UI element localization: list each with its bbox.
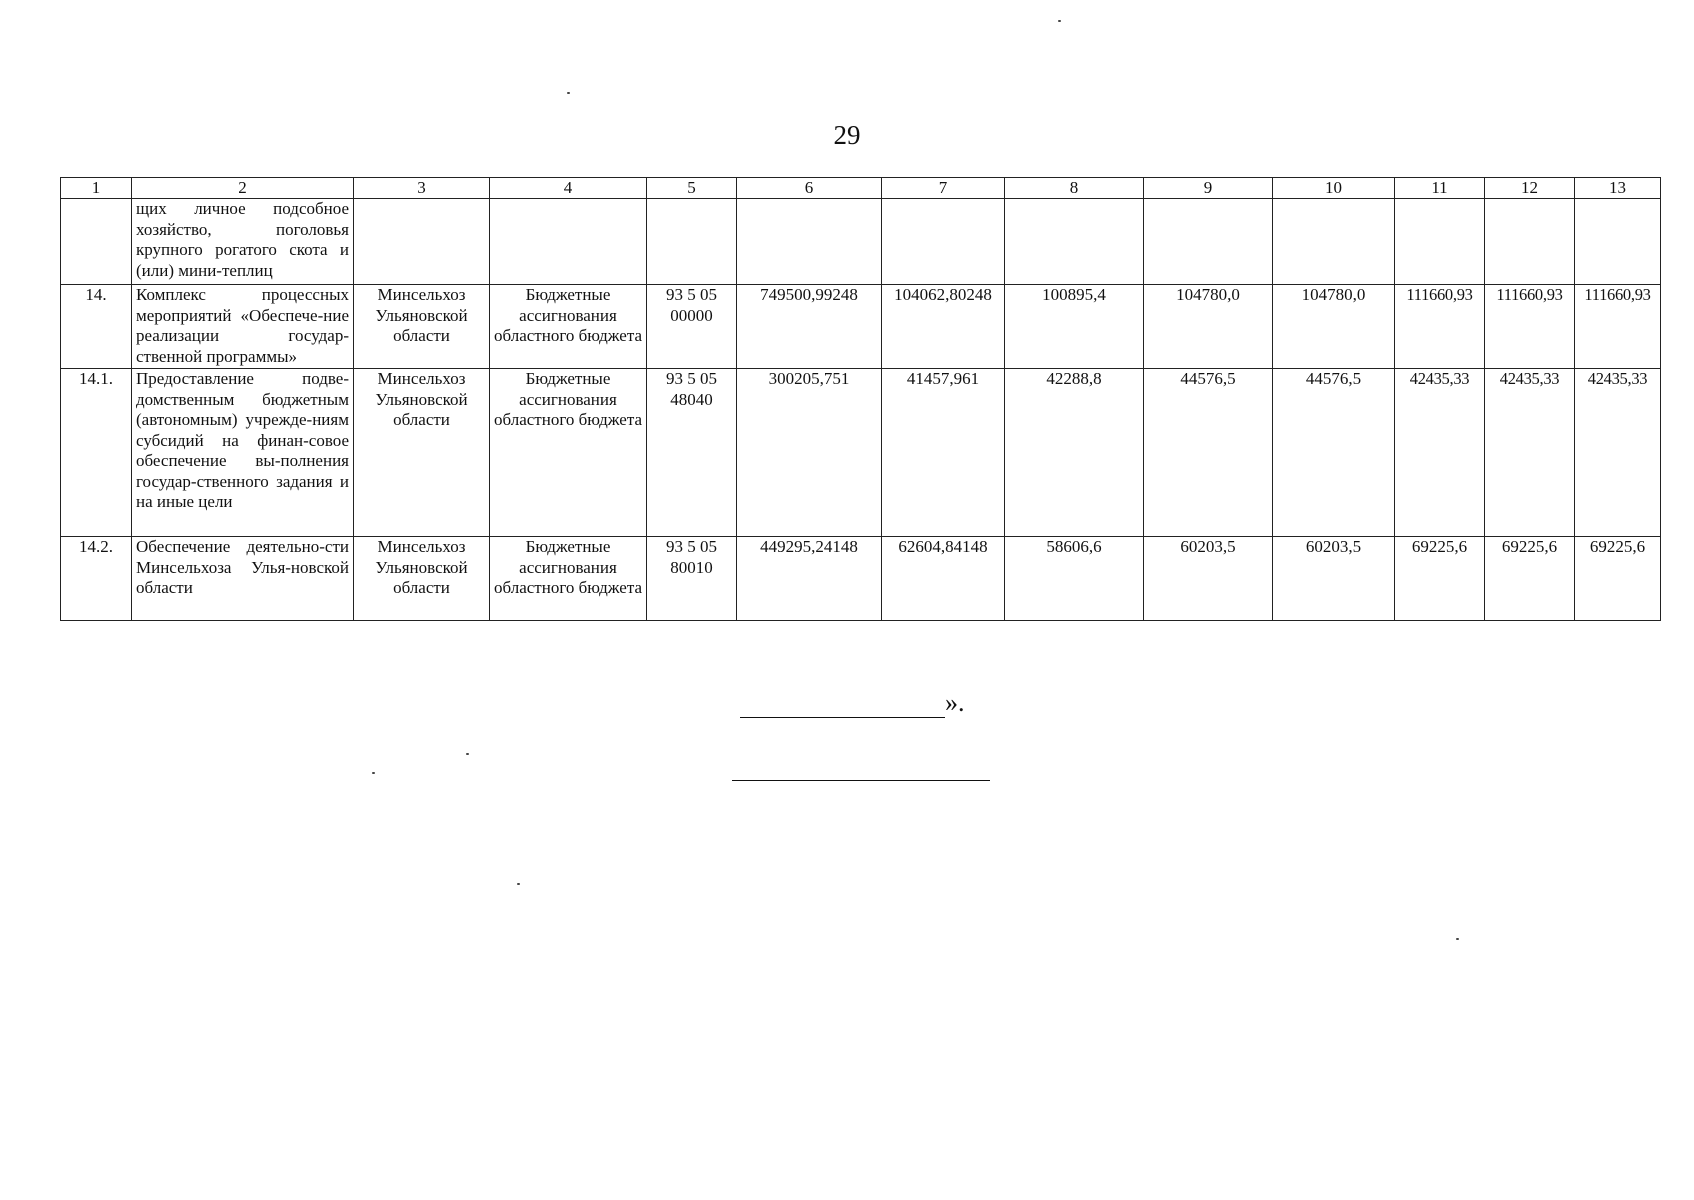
table-row [61, 369, 1661, 537]
empty-cell [1395, 199, 1485, 285]
empty-cell [737, 199, 882, 285]
amount-cell: 41457,961 [882, 369, 1005, 537]
executor-cell: Минсельхоз Ульяновской области [354, 537, 490, 621]
budget-code-cell [647, 537, 737, 621]
scan-speck [372, 772, 375, 774]
amount-cell: 300205,751 [737, 369, 882, 537]
closing-mark [740, 688, 965, 718]
budget-table [60, 177, 1661, 621]
column-header: 6 [737, 178, 882, 199]
amount-cell: 69225,6 [1395, 537, 1485, 621]
column-header: 7 [882, 178, 1005, 199]
budget-code-line: 48040 [670, 389, 713, 409]
amount-cell: 111660,93 [1575, 285, 1661, 369]
budget-code-cell [647, 369, 737, 537]
scan-speck [567, 92, 570, 94]
end-rule [732, 780, 990, 781]
empty-cell [647, 199, 737, 285]
empty-cell [354, 199, 490, 285]
table-row [61, 537, 1661, 621]
empty-cell [1575, 199, 1661, 285]
amount-cell: 111660,93 [1395, 285, 1485, 369]
amount-cell: 44576,5 [1144, 369, 1273, 537]
amount-cell: 104780,0 [1273, 285, 1395, 369]
column-header: 5 [647, 178, 737, 199]
closing-quote: ». [945, 688, 965, 717]
column-header: 3 [354, 178, 490, 199]
amount-cell: 60203,5 [1144, 537, 1273, 621]
amount-cell: 69225,6 [1485, 537, 1575, 621]
row-number-cell: 14. [61, 285, 132, 369]
row-name-cell: щих личное подсобное хозяйство, поголовья крупного рогатого скота и (или) мини-теплиц [132, 199, 354, 285]
empty-cell [490, 199, 647, 285]
empty-cell [1485, 199, 1575, 285]
amount-cell: 62604,84148 [882, 537, 1005, 621]
table-header-row [61, 178, 1661, 199]
scan-speck [1456, 938, 1459, 940]
executor-cell: Минсельхоз Ульяновской области [354, 285, 490, 369]
scan-speck [517, 883, 520, 885]
budget-code-line: 93 5 05 [666, 369, 717, 388]
column-header: 13 [1575, 178, 1661, 199]
row-number-cell: 14.1. [61, 369, 132, 537]
column-header: 8 [1005, 178, 1144, 199]
row-name-cell: Предоставление подве-домственным бюджетным (автономным) учрежде-ниям субсидий на финан-совое обеспечение вы-полнения государ-ственного задания и на иные цели [132, 369, 354, 537]
row-number-cell [61, 199, 132, 285]
column-header: 11 [1395, 178, 1485, 199]
table-row [61, 285, 1661, 369]
amount-cell: 42435,33 [1575, 369, 1661, 537]
amount-cell: 104062,80248 [882, 285, 1005, 369]
scan-speck [466, 753, 469, 755]
amount-cell: 58606,6 [1005, 537, 1144, 621]
amount-cell: 100895,4 [1005, 285, 1144, 369]
amount-cell: 44576,5 [1273, 369, 1395, 537]
budget-code-line: 93 5 05 [666, 537, 717, 556]
closing-underline [740, 693, 945, 718]
table-row-continuation [61, 199, 1661, 285]
column-header: 9 [1144, 178, 1273, 199]
page-number: 29 [833, 120, 861, 150]
budget-code-cell [647, 285, 737, 369]
amount-cell: 42435,33 [1395, 369, 1485, 537]
empty-cell [882, 199, 1005, 285]
column-header: 4 [490, 178, 647, 199]
column-header: 2 [132, 178, 354, 199]
empty-cell [1273, 199, 1395, 285]
scan-speck [1058, 20, 1061, 22]
row-number-cell: 14.2. [61, 537, 132, 621]
funding-source-cell: Бюджетные ассигнования областного бюджета [490, 285, 647, 369]
budget-code-line: 80010 [670, 557, 713, 577]
row-name-cell: Обеспечение деятельно-сти Минсельхоза Улья-новской области [132, 537, 354, 621]
empty-cell [1005, 199, 1144, 285]
column-header: 10 [1273, 178, 1395, 199]
row-name-cell: Комплекс процессных мероприятий «Обеспече-ние реализации государ-ственной программы» [132, 285, 354, 369]
amount-cell: 42288,8 [1005, 369, 1144, 537]
amount-cell: 42435,33 [1485, 369, 1575, 537]
amount-cell: 449295,24148 [737, 537, 882, 621]
amount-cell: 749500,99248 [737, 285, 882, 369]
amount-cell: 104780,0 [1144, 285, 1273, 369]
column-header: 1 [61, 178, 132, 199]
executor-cell: Минсельхоз Ульяновской области [354, 369, 490, 537]
funding-source-cell: Бюджетные ассигнования областного бюджета [490, 369, 647, 537]
amount-cell: 111660,93 [1485, 285, 1575, 369]
amount-cell: 69225,6 [1575, 537, 1661, 621]
funding-source-cell: Бюджетные ассигнования областного бюджета [490, 537, 647, 621]
empty-cell [1144, 199, 1273, 285]
budget-code-line: 93 5 05 [666, 285, 717, 304]
budget-code-line: 00000 [670, 305, 713, 325]
amount-cell: 60203,5 [1273, 537, 1395, 621]
column-header: 12 [1485, 178, 1575, 199]
